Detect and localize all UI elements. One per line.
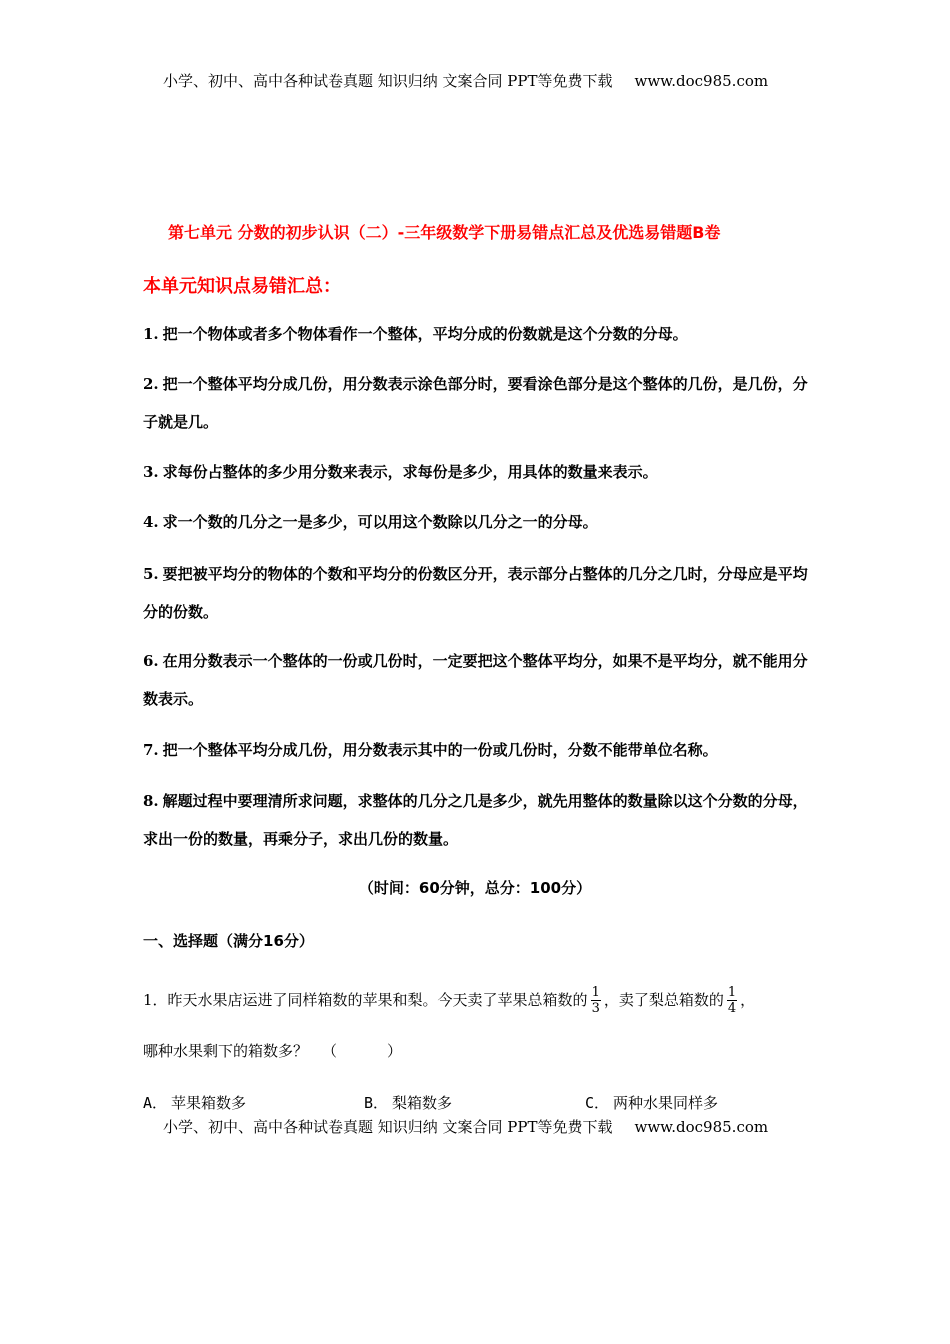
point-text: 把一个整体平均分成几份，用分数表示其中的一份或几份时，分数不能带单位名称。 [162,741,718,759]
knowledge-point [143,453,809,491]
option-b: B． 梨箱数多 [364,1094,453,1112]
fraction-one-fourth: $\frac{1}{4}$ [727,985,737,1016]
knowledge-point [143,642,809,718]
point-number: 4. [143,513,159,531]
answer-blank[interactable]: （ ） [322,1042,403,1060]
point-text: 在用分数表示一个整体的一份或几份时，一定要把这个整体平均分，如果不是平均分，就不能用分数表示。 [143,652,808,708]
knowledge-point [143,365,809,441]
section-heading: 一、选择题（满分16分） [143,932,314,950]
question-1 [143,976,843,1024]
knowledge-point [143,555,809,631]
point-text: 求一个数的几分之一是多少，可以用这个数除以几分之一的分母。 [162,513,598,531]
point-text: 把一个整体平均分成几份，用分数表示涂色部分时，要看涂色部分是这个整体的几份，是几份，分子就是几。 [143,375,808,431]
point-number: 2. [143,375,159,393]
question-number: 1． [143,991,168,1009]
page-footer [163,1116,768,1137]
question-text: ， [740,991,756,1009]
point-number: 1. [143,325,159,343]
knowledge-point [143,315,809,353]
point-number: 8. [143,792,159,810]
point-number: 7. [143,741,159,759]
footer-site-link[interactable]: www.doc985.com [634,1118,769,1136]
point-text: 要把被平均分的物体的个数和平均分的份数区分开，表示部分占整体的几分之几时，分母应是平均分的份数。 [143,565,808,621]
header-text: 小学、初中、高中各种试卷真题 知识归纳 文案合同 PPT等免费下载 [163,72,613,90]
footer-text: 小学、初中、高中各种试卷真题 知识归纳 文案合同 PPT等免费下载 [163,1118,613,1136]
knowledge-point [143,731,809,769]
question-text: 哪种水果剩下的箱数多？ [143,1042,309,1060]
point-number: 6. [143,652,159,670]
point-number: 5. [143,565,159,583]
section-subtitle: 本单元知识点易错汇总： [143,276,341,297]
option-a: A． 苹果箱数多 [143,1094,247,1112]
exam-time-info: （时间：60分钟，总分：100分） [358,879,592,897]
fraction-one-third: $\frac{1}{3}$ [591,985,600,1016]
question-text: 昨天水果店运进了同样箱数的苹果和梨。今天卖了苹果总箱数的 [167,991,588,1009]
page-header [163,70,768,91]
knowledge-point [143,503,809,541]
question-1-line2 [143,1040,402,1061]
document-title: 第七单元 分数的初步认识（二）-三年级数学下册易错点汇总及优选易错题B卷 [168,223,721,242]
point-text: 解题过程中要理清所求问题，求整体的几分之几是多少，就先用整体的数量除以这个分数的分母，求出一份的数量，再乘分子，求出几份的数量。 [143,792,808,848]
question-text: ，卖了梨总箱数的 [603,991,724,1009]
header-site-link[interactable]: www.doc985.com [634,72,769,90]
point-text: 把一个物体或者多个物体看作一个整体，平均分成的份数就是这个分数的分母。 [162,325,688,343]
point-text: 求每份占整体的多少用分数来表示，求每份是多少，用具体的数量来表示。 [162,463,658,481]
knowledge-point [143,782,809,858]
option-c: C． 两种水果同样多 [585,1094,719,1112]
point-number: 3. [143,463,159,481]
